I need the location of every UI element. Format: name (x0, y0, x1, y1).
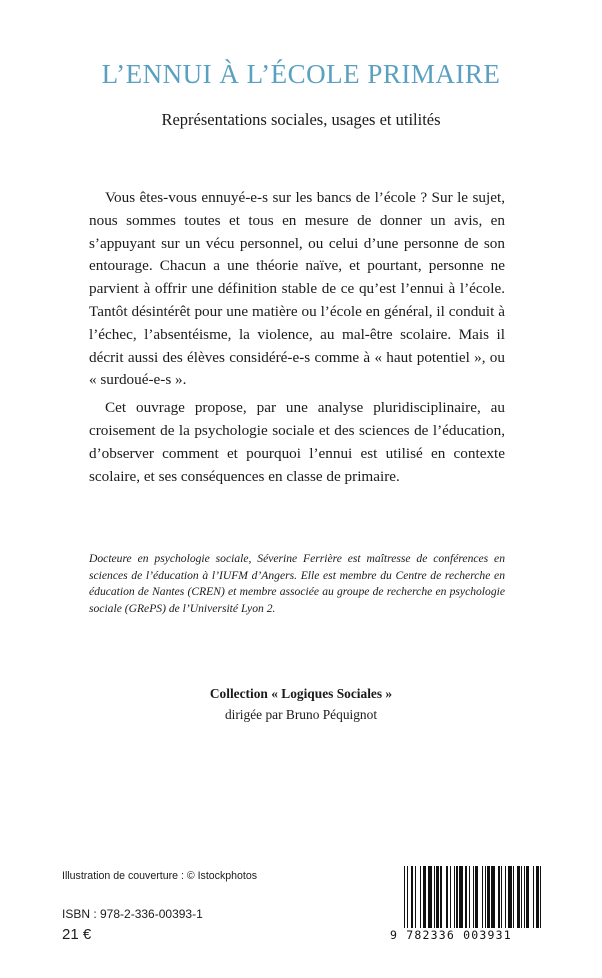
author-bio: Docteure en psychologie sociale, Séverine Ferrière est maîtresse de conférences en sciences de l’éducation à l’IUFM d’Angers. Elle est membre du Centre de recherche en éducation de Nantes (CREN) et membre associée au groupe de recherche en psychologie sociale (GRePS) de l’Université Lyon 2. (89, 552, 505, 615)
barcode-bars (404, 866, 576, 928)
barcode (390, 866, 576, 944)
blurb (89, 187, 505, 488)
book-subtitle: Représentations sociales, usages et utilités (161, 110, 441, 129)
cover-credit: Illustration de couverture : © Istockphotos (62, 870, 258, 882)
blurb-paragraph-1: Vous êtes-vous ennuyé-e-s sur les bancs de l’école ? Sur le sujet, nous sommes toutes et tous en mesure de donner un avis, en s’appuyant sur un vécu personnel, ou celui d’une personne de son entourage. Chacun a une théorie naïve, et pourtant, personne ne parvient à offrir une définition stable de ce qu’est l’ennui à l’école. Tantôt désintérêt pour une matière ou l’école en général, il conduit à l’échec, l’absentéisme, la violence, au mal-être scolaire. Mais il décrit aussi des élèves considéré-e-s comme à « haut potentiel », ou « surdoué-e-s ». (89, 189, 505, 389)
collection-name: Collection « Logiques Sociales » (209, 686, 393, 701)
blurb-paragraph-2: Cet ouvrage propose, par une analyse pluridisciplinaire, au croisement de la psychologie sociale et des sciences de l’éducation, d’observer comment et pourquoi l’ennui est utilisé en contexte scolaire, et ses conséquences en classe de primaire. (89, 399, 505, 485)
book-title: L’ENNUI À L’ÉCOLE PRIMAIRE (101, 59, 501, 89)
collection-director: dirigée par Bruno Péquignot (224, 707, 378, 722)
barcode-bar (541, 866, 542, 928)
isbn: ISBN : 978-2-336-00393-1 (62, 907, 203, 921)
barcode-number: 9 782336 003931 (390, 928, 512, 942)
price: 21 € (62, 926, 92, 943)
